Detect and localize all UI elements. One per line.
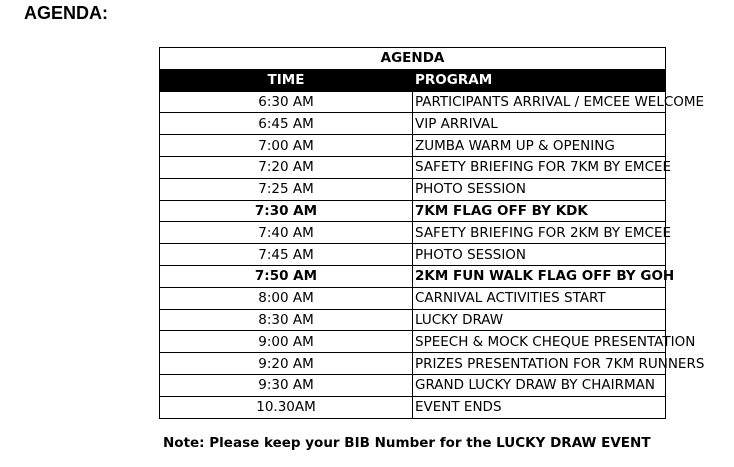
agenda-body xyxy=(160,91,705,418)
table-row xyxy=(160,178,666,200)
program-cell: EVENT ENDS xyxy=(413,396,666,418)
program-cell: PHOTO SESSION xyxy=(413,178,666,200)
program-cell: LUCKY DRAW xyxy=(413,309,666,331)
table-title: AGENDA xyxy=(160,48,666,70)
table-row xyxy=(160,244,666,266)
time-cell: 9:00 AM xyxy=(160,331,413,353)
table-row xyxy=(160,396,666,418)
time-cell: 8:00 AM xyxy=(160,287,413,309)
agenda-table xyxy=(159,47,705,419)
page-heading: AGENDA: xyxy=(24,3,108,23)
time-cell: 6:45 AM xyxy=(160,113,413,135)
note-text: Note: Please keep your BIB Number for the LUCKY DRAW EVENT xyxy=(163,435,651,451)
table-row xyxy=(160,353,666,375)
time-cell: 10.30AM xyxy=(160,396,413,418)
table-title-row xyxy=(160,48,666,70)
table-row xyxy=(160,113,666,135)
program-cell: CARNIVAL ACTIVITIES START xyxy=(413,287,666,309)
program-cell: PARTICIPANTS ARRIVAL / EMCEE WELCOME xyxy=(413,91,666,113)
table-row xyxy=(160,287,666,309)
table-row xyxy=(160,200,666,222)
time-cell: 6:30 AM xyxy=(160,91,413,113)
program-cell: SAFETY BRIEFING FOR 7KM BY EMCEE xyxy=(413,156,666,178)
time-cell: 7:40 AM xyxy=(160,222,413,244)
program-cell: SPEECH & MOCK CHEQUE PRESENTATION xyxy=(413,331,666,353)
program-column-header: PROGRAM xyxy=(413,69,666,91)
table-row xyxy=(160,265,666,287)
table-row xyxy=(160,374,666,396)
time-cell: 7:00 AM xyxy=(160,135,413,157)
program-cell: PRIZES PRESENTATION FOR 7KM RUNNERS xyxy=(413,353,666,375)
table-row xyxy=(160,91,666,113)
time-cell: 7:30 AM xyxy=(160,200,413,222)
program-cell: ZUMBA WARM UP & OPENING xyxy=(413,135,666,157)
time-cell: 7:50 AM xyxy=(160,265,413,287)
time-cell: 7:20 AM xyxy=(160,156,413,178)
time-cell: 9:30 AM xyxy=(160,374,413,396)
program-cell: 7KM FLAG OFF BY KDK xyxy=(413,200,666,222)
program-cell: SAFETY BRIEFING FOR 2KM BY EMCEE xyxy=(413,222,666,244)
time-cell: 7:25 AM xyxy=(160,178,413,200)
program-cell: PHOTO SESSION xyxy=(413,244,666,266)
program-cell: GRAND LUCKY DRAW BY CHAIRMAN xyxy=(413,374,666,396)
time-cell: 8:30 AM xyxy=(160,309,413,331)
table-row xyxy=(160,222,666,244)
time-cell: 9:20 AM xyxy=(160,353,413,375)
table-row xyxy=(160,135,666,157)
time-column-header: TIME xyxy=(160,69,413,91)
time-cell: 7:45 AM xyxy=(160,244,413,266)
table-row xyxy=(160,309,666,331)
program-cell: 2KM FUN WALK FLAG OFF BY GOH xyxy=(413,265,666,287)
program-cell: VIP ARRIVAL xyxy=(413,113,666,135)
table-header-row xyxy=(160,69,666,91)
table-row xyxy=(160,331,666,353)
table-row xyxy=(160,156,666,178)
